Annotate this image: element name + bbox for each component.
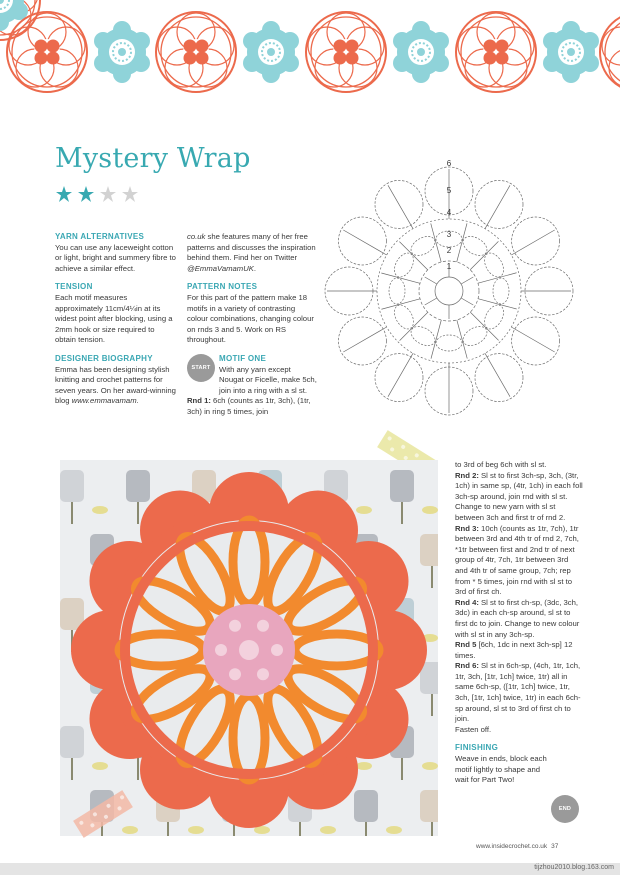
finishing-text: Weave in ends, block each motif lightly to shape and wait for Part Two! [455,754,547,785]
fabric-leaf [92,506,108,514]
chart-round-label: 3 [446,230,452,239]
chart-stitch [381,273,420,283]
fabric-leaf [356,762,372,770]
rating-star-empty [122,186,138,202]
twitter-handle[interactable]: @EmmaVamamUK [187,263,254,273]
finishing-heading: FINISHING [455,743,499,753]
centre-hole [271,644,283,656]
chart-stitch [511,327,554,352]
footer-url[interactable]: www.insidecrochet.co.uk [476,843,548,850]
chart-stitch [470,241,498,269]
chart-stitch [478,273,517,283]
decorative-border [0,0,620,95]
fabric-shape [390,470,414,502]
pattern-notes-heading: PATTERN NOTES [187,282,258,292]
bottom-bar [0,863,620,875]
tension-heading: TENSION [55,282,93,292]
rnd6-text: Rnd 6: Sl st in 6ch-sp, (4ch, 1tr, 1ch, 1tr, 3ch, [1tr, 1ch] twice, 1tr) all in same 6ch-sp, ([1tr, 1ch] twice, 1tr, 3ch, [1tr, 1ch] twice, 1tr) in each 6ch-sp around, sl st to 3rd of first ch to join. [455,661,581,724]
chart-stitch [511,230,554,255]
chart-stitch [425,277,437,284]
chart-chain-loop [481,250,508,281]
chart-stitch [343,230,386,255]
rnd4-text: Rnd 4: Sl st to first ch-sp, (3dc, 3ch, 3dc) in each ch-sp around, sl st to first dc to join. Change to new colour with sl st in any 3ch-sp. [455,597,580,639]
tension-text: Each motif measures approximately 11cm/4¼in at its widest point after blocking, using a 2mm hook or size required to obtain tension. [55,292,173,345]
chart-round-label: 1 [446,262,452,271]
chart-chain-loop [408,323,439,350]
rnd5-text: Rnd 5 [6ch, 1dc in next 3ch-sp] 12 times. [455,640,573,660]
chart-stitch [461,277,473,284]
chart-chain-loop [460,233,491,260]
centre-hole [229,620,241,632]
chart-stitch [388,185,413,228]
fasten-off-text: Fasten off. [455,724,492,734]
motif-one-heading: MOTIF ONE [219,353,267,363]
chart-chain-loop [493,278,509,304]
fabric-shape [60,470,84,502]
fabric-leaf [422,762,438,770]
chart-round-label: 2 [446,246,452,255]
pattern-notes-text: For this part of the pattern make 18 motifs in a variety of contrasting colour combinations, changing colour on rnds 3 and 5. Work on RS throughout. [187,292,314,345]
designer-biography-text: Emma has been designing stylish knitting and crochet patterns for seven years. On her award-winning blog www.emmavamam. [55,364,176,406]
rnd1-continued: to 3rd of beg 6ch with sl st. [455,460,547,469]
page-title: Mystery Wrap [55,143,251,174]
chart-stitch [478,299,517,309]
chart-stitch [343,327,386,352]
chart-round-label: 6 [446,160,452,168]
left-column [55,232,177,407]
chart-stitch [381,299,420,309]
designer-biography-continued: co.uk she features many of her free patterns and discusses the inspiration behind them. Find her on Twitter @EmmaVamamUK. [187,232,316,273]
chart-stitch [388,353,413,396]
rating-star-empty [100,186,116,202]
rnd2-text: Rnd 2: Sl st to first 3ch-sp, 3ch, (3tr, 1ch) in same sp, (4tr, 1ch) in each foll 3ch-sp around, join rnd with sl st. [455,470,583,501]
fabric-shape [354,790,378,822]
fabric-leaf [386,826,402,834]
chart-round-label: 5 [446,186,452,195]
chart-stitch [425,298,437,305]
washi-tape-bottom [70,790,136,838]
fabric-shape [60,726,84,758]
footer [476,843,558,850]
chart-stitch [431,320,441,359]
chart-stitch [400,312,428,340]
fabric-shape [420,534,438,566]
motif-one-intro [187,354,317,396]
chart-stitch [461,298,473,305]
centre-ring [239,640,259,660]
difficulty-rating [55,183,145,205]
chart-chain-loop [408,233,439,260]
yarn-alternatives-text: You can use any laceweight cotton or light, bright and summery fibre to achieve a similar effect. [55,242,176,273]
change-yarn-text: Change to new yarn with sl st between 3ch and first tr of rnd 2. [455,502,566,522]
fabric-leaf [356,506,372,514]
chart-chain-loop [460,323,491,350]
centre-hole [257,620,269,632]
motif-photo [60,460,438,836]
chart-chain-loop [389,278,405,304]
chart-chain-loop [481,302,508,333]
fabric-leaf [320,826,336,834]
centre-hole [229,668,241,680]
chart-stitch [457,223,467,262]
chart-stitch [399,242,427,270]
designer-biography-heading: DESIGNER BIOGRAPHY [55,353,153,363]
chart-stitch [485,185,510,228]
chart-stitch [470,312,498,340]
yarn-alternatives-heading: YARN ALTERNATIVES [55,232,145,241]
centre-hole [215,644,227,656]
fabric-leaf [92,762,108,770]
start-badge: START [187,354,215,382]
end-badge: END [551,795,579,823]
chart-stitch [485,353,510,396]
blog-link[interactable]: www.emmavamam. [71,396,139,406]
chart-stitch [457,320,467,359]
fabric-shape [420,790,438,822]
fabric-shape [126,470,150,502]
page-number: 37 [551,843,559,850]
rating-star-filled [56,186,72,202]
rating-star-filled [78,186,94,202]
right-column [455,460,583,786]
rnd3-text: Rnd 3: 10ch (counts as 1tr, 7ch), 1tr between 3rd and 4th tr of rnd 2, 7ch, *1tr between first and 2nd tr of next group of 4tr, 7ch, 1tr between 3rd and 4th tr of same group, 7ch; rep from * 5 times, join rnd with sl st to 3rd of first ch. [455,523,579,597]
fabric-leaf [422,506,438,514]
chart-center-ring [435,277,463,305]
chart-chain-loop [391,250,418,281]
middle-column [187,232,317,418]
fabric-leaf [188,826,204,834]
chart-chain-loop [391,302,418,333]
chart-chain-loop [436,335,462,351]
chart-round-4 [377,219,521,363]
centre-hole [257,668,269,680]
watermark: tijzhou2010.blog.163.com [534,864,614,871]
chart-round-label: 4 [446,208,452,217]
crochet-chart [318,160,580,422]
motif-one-intro-text: With any yarn except Nougat or Ficelle, make 5ch, join into a ring with a sl st. [219,364,317,395]
rnd1-text: Rnd 1: 6ch (counts as 1tr, 3ch), (1tr, 3ch) in ring 5 times, join [187,396,311,416]
chart-symbols [325,167,573,415]
blog-link-continued[interactable]: co.uk [187,232,206,241]
chart-stitch [431,223,441,262]
